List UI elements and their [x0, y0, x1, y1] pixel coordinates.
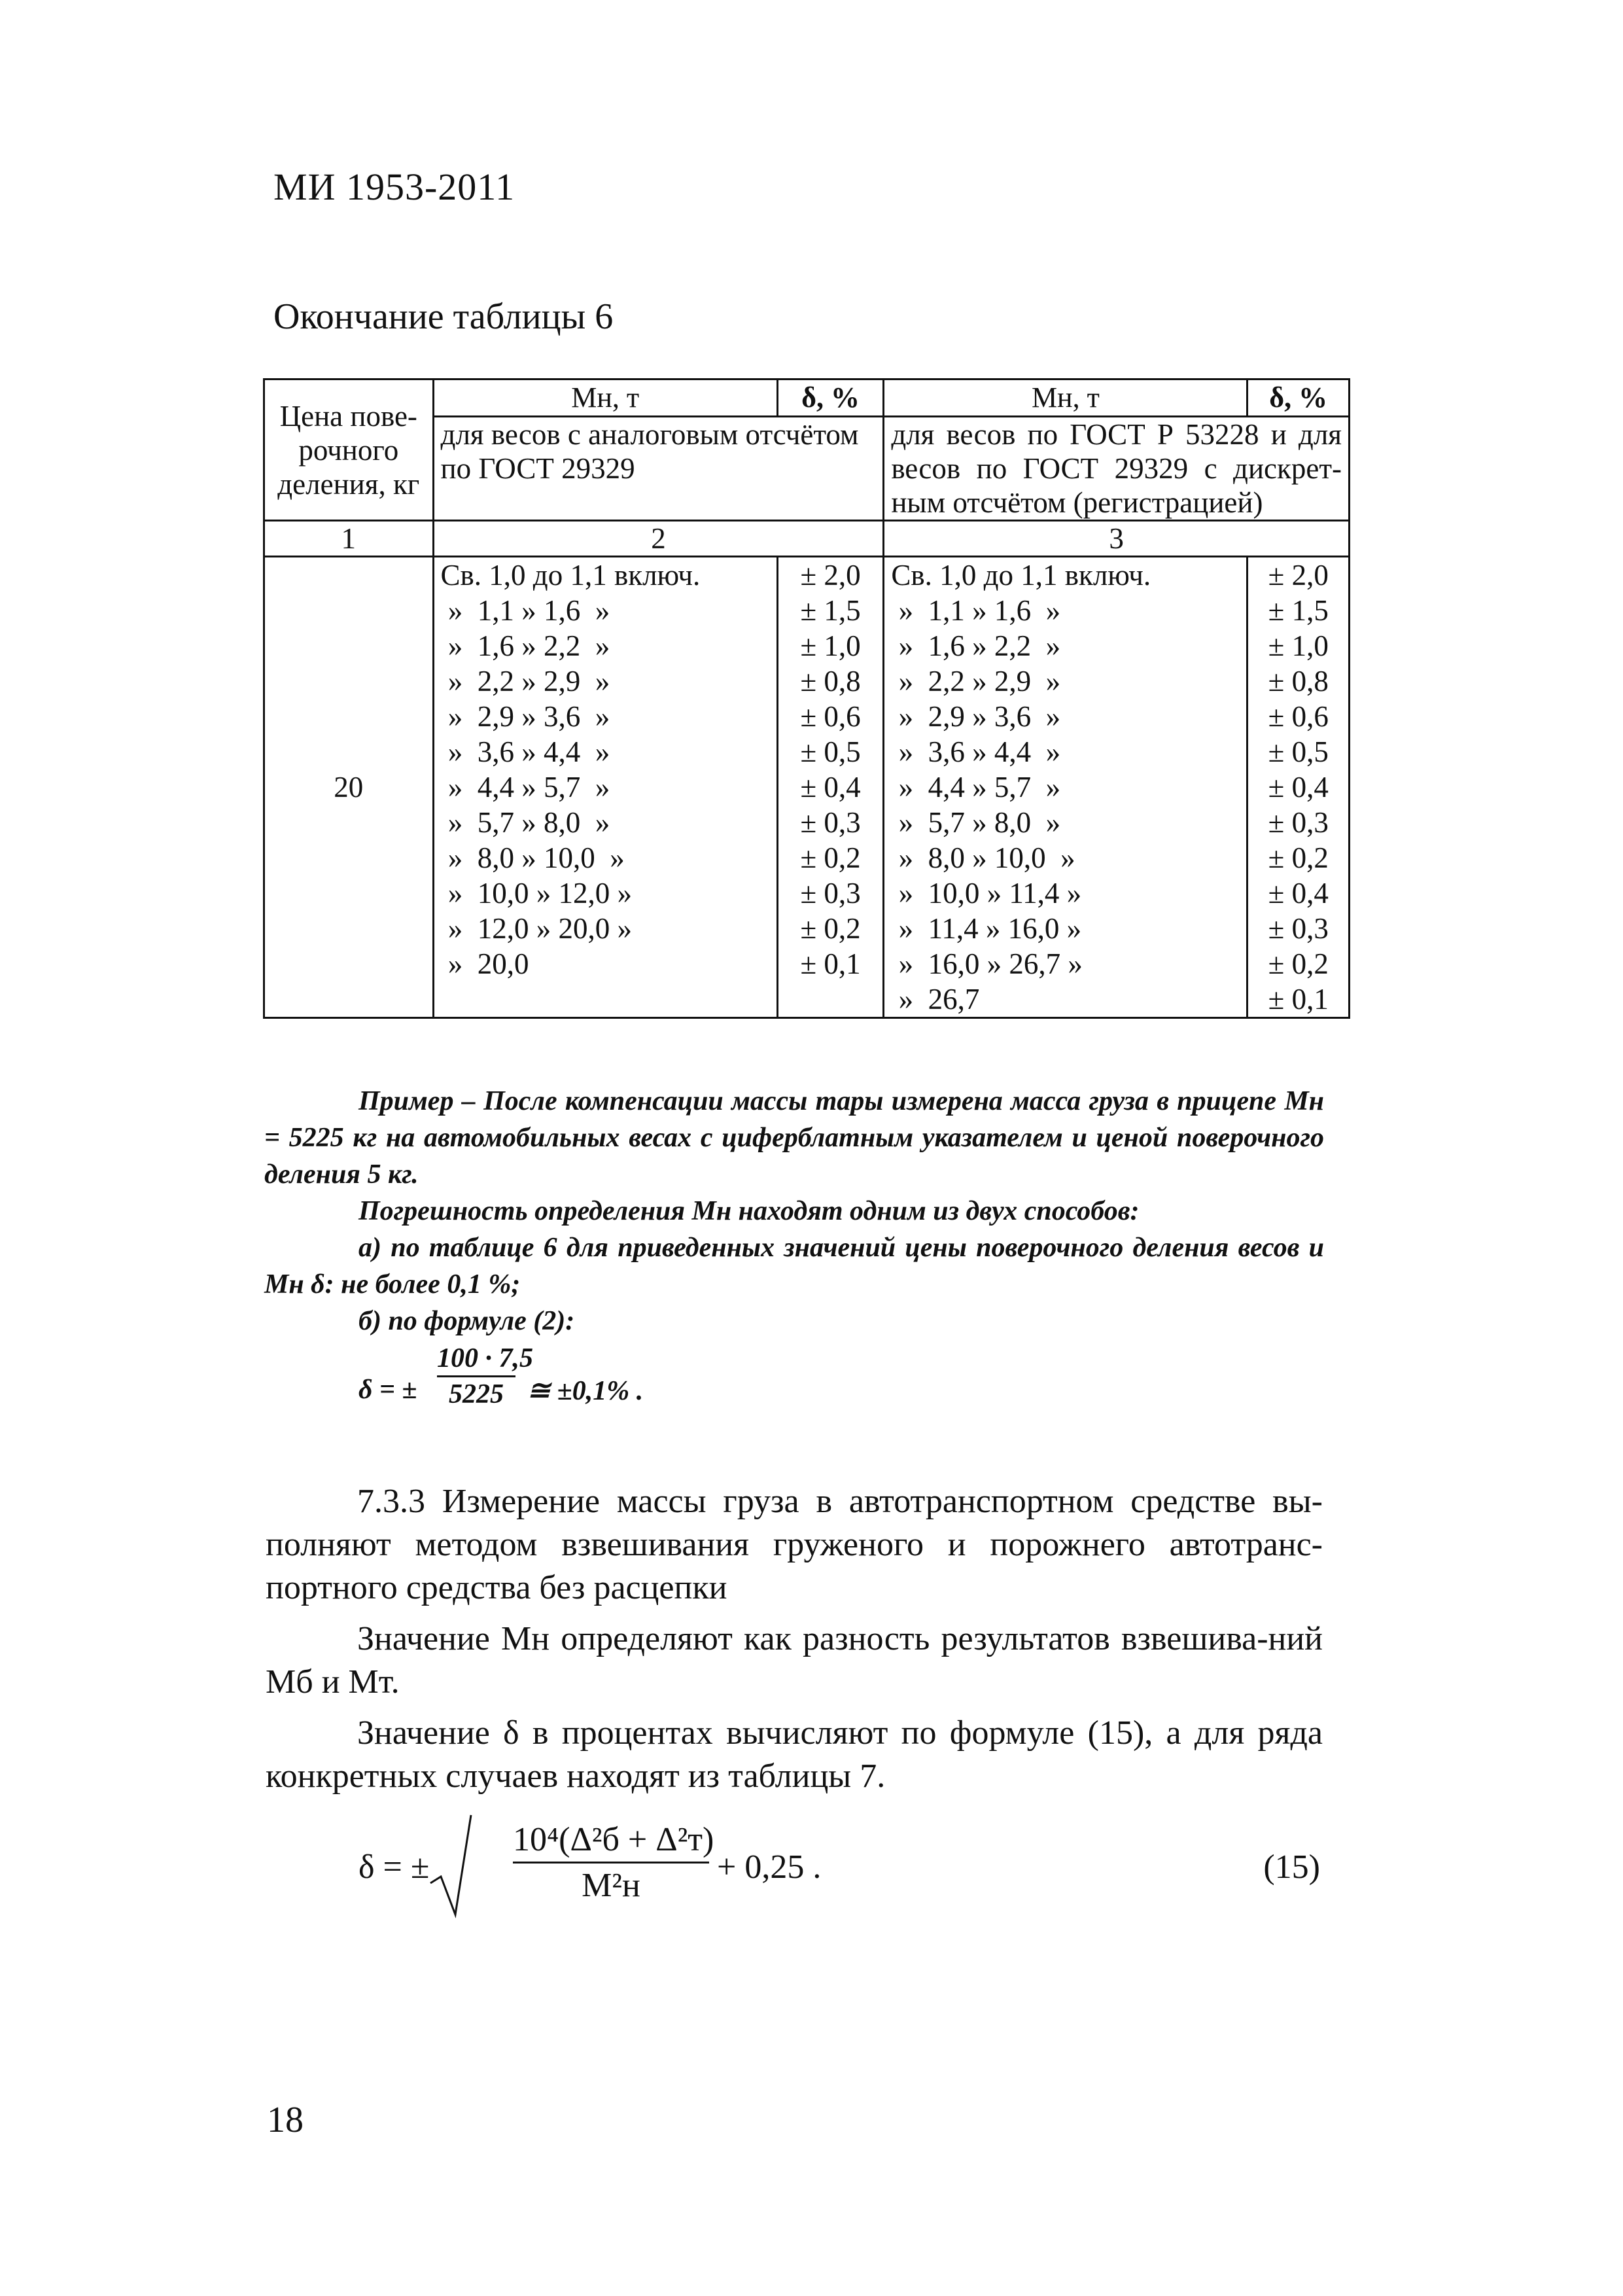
example-block [264, 1083, 1324, 1339]
error-value: ± 0,2 [800, 841, 861, 874]
mass-range: » 4,4 » 5,7 » [440, 771, 610, 804]
mass-range: » 1,1 » 1,6 » [440, 594, 610, 627]
column-number-3: 3 [884, 521, 1350, 557]
formula-denominator: М²н [582, 1867, 640, 1904]
error-value: ± 0,1 [800, 947, 861, 980]
error-value: ± 1,5 [1268, 594, 1329, 627]
mass-range: » 20,0 [440, 947, 529, 980]
header-digital-scales: для весов по ГОСТ Р 53228 и для весов по ГОСТ 29329 с дискрет-ным отсчётом (регистрацией) [884, 417, 1350, 521]
table-body-row [264, 557, 1350, 1018]
mass-range: » 4,4 » 5,7 » [891, 771, 1061, 804]
radical-sign-icon [424, 1814, 509, 1918]
mass-range: » 1,6 » 2,2 » [891, 629, 1061, 662]
page-number: 18 [267, 2100, 304, 2140]
error-value: ± 0,2 [800, 912, 861, 945]
digital-mass-ranges [884, 557, 1248, 1018]
mass-range: Св. 1,0 до 1,1 включ. [891, 559, 1151, 592]
mass-range: » 10,0 » 12,0 » [440, 877, 633, 910]
mass-range: » 26,7 [891, 983, 980, 1016]
mass-range: » 1,1 » 1,6 » [891, 594, 1061, 627]
error-value: ± 0,3 [800, 877, 861, 910]
body-text [266, 1480, 1323, 1798]
analog-error-values [777, 557, 883, 1018]
mass-range: » 2,9 » 3,6 » [891, 700, 1061, 733]
mass-range: » 1,6 » 2,2 » [440, 629, 610, 662]
mass-range: » 3,6 » 4,4 » [440, 735, 610, 768]
header-analog-scales: для весов с аналоговым отсчётом по ГОСТ 29329 [433, 417, 884, 521]
mass-range: » 2,2 » 2,9 » [440, 665, 610, 698]
header-delta-left: δ, % [777, 380, 883, 417]
formula-constant-term: + 0,25 . [717, 1848, 822, 1886]
error-value: ± 0,2 [1268, 947, 1329, 980]
column-number-row [264, 521, 1350, 557]
error-value: ± 1,0 [1268, 629, 1329, 662]
error-value: ± 2,0 [1268, 559, 1329, 592]
body-paragraph: 7.3.3 Измерение массы груза в автотранспортном средстве вы-полняют методом взвешивания груженого и порожнего автотранс-портного средства без расцепки [266, 1483, 1323, 1606]
error-value: ± 1,5 [800, 594, 861, 627]
digital-error-values [1248, 557, 1350, 1018]
header-mass-left: Мн, т [433, 380, 777, 417]
formula-lhs: δ = ± [358, 1848, 430, 1886]
mass-range: » 5,7 » 8,0 » [891, 806, 1061, 839]
mass-range: » 16,0 » 26,7 » [891, 947, 1083, 980]
mass-range: » 5,7 » 8,0 » [440, 806, 610, 839]
formula-numerator: 10⁴(Δ²б + Δ²т) [513, 1820, 709, 1863]
example-paragraph: б) по формуле (2): [358, 1306, 575, 1336]
formula-fraction [513, 1820, 714, 1905]
example-formula-numerator: 100 · 7,5 [437, 1343, 515, 1377]
error-value: ± 0,4 [800, 771, 861, 804]
example-paragraph: а) по таблице 6 для приведенных значений цены поверочного деления весов и Мн δ: не более 0,1 %; [264, 1233, 1324, 1299]
example-paragraph: Погрешность определения Мн находят одним из двух способов: [358, 1196, 1140, 1226]
table-header-row [264, 380, 1350, 417]
table-6 [263, 378, 1350, 1019]
error-value: ± 0,3 [800, 806, 861, 839]
header-delta-right: δ, % [1248, 380, 1350, 417]
error-value: ± 0,8 [800, 665, 861, 698]
error-value: ± 0,6 [800, 700, 861, 733]
example-formula-lhs: δ = ± [358, 1375, 417, 1405]
mass-range: » 2,9 » 3,6 » [440, 700, 610, 733]
document-code: МИ 1953-2011 [273, 166, 515, 208]
table-caption: Окончание таблицы 6 [273, 296, 614, 337]
error-value: ± 0,8 [1268, 665, 1329, 698]
mass-range: » 10,0 » 11,4 » [891, 877, 1082, 910]
formula-number: (15) [1263, 1848, 1320, 1886]
formula-15 [358, 1814, 1320, 1918]
mass-range: » 8,0 » 10,0 » [891, 841, 1075, 874]
example-paragraph: Пример – После компенсации массы тары измерена масса груза в прицепе Мн = 5225 кг на автомобильных весах с циферблатным указателем и ценой поверочного деления 5 кг. [264, 1086, 1324, 1190]
error-value: ± 0,4 [1268, 771, 1329, 804]
error-value: ± 2,0 [800, 559, 861, 592]
error-value: ± 0,4 [1268, 877, 1329, 910]
example-formula-result: ≅ ±0,1% . [527, 1376, 644, 1406]
error-value: ± 0,1 [1268, 983, 1329, 1016]
error-value: ± 0,3 [1268, 912, 1329, 945]
error-value: ± 0,6 [1268, 700, 1329, 733]
error-value: ± 0,2 [1268, 841, 1329, 874]
header-mass-right: Мн, т [884, 380, 1248, 417]
example-formula-denominator: 5225 [449, 1379, 504, 1409]
mass-range: Св. 1,0 до 1,1 включ. [440, 559, 701, 592]
mass-range: » 11,4 » 16,0 » [891, 912, 1082, 945]
body-paragraph: Значение Мн определяют как разность результатов взвешива-ний Мб и Мт. [266, 1620, 1323, 1701]
body-paragraph: Значение δ в процентах вычисляют по формуле (15), а для ряда конкретных случаев находят из таблицы 7. [266, 1714, 1323, 1795]
mass-range: » 3,6 » 4,4 » [891, 735, 1061, 768]
header-verification-interval: Цена пове-рочного деления, кг [264, 380, 434, 521]
analog-mass-ranges [433, 557, 777, 1018]
error-value: ± 0,5 [800, 735, 861, 768]
error-value: ± 0,5 [1268, 735, 1329, 768]
mass-range: » 2,2 » 2,9 » [891, 665, 1061, 698]
example-formula-fraction [437, 1343, 533, 1410]
column-number-2: 2 [433, 521, 884, 557]
verification-interval-value: 20 [264, 557, 434, 1018]
error-value: ± 1,0 [800, 629, 861, 662]
mass-range: » 8,0 » 10,0 » [440, 841, 625, 874]
error-value: ± 0,3 [1268, 806, 1329, 839]
column-number-1: 1 [264, 521, 434, 557]
mass-range: » 12,0 » 20,0 » [440, 912, 633, 945]
